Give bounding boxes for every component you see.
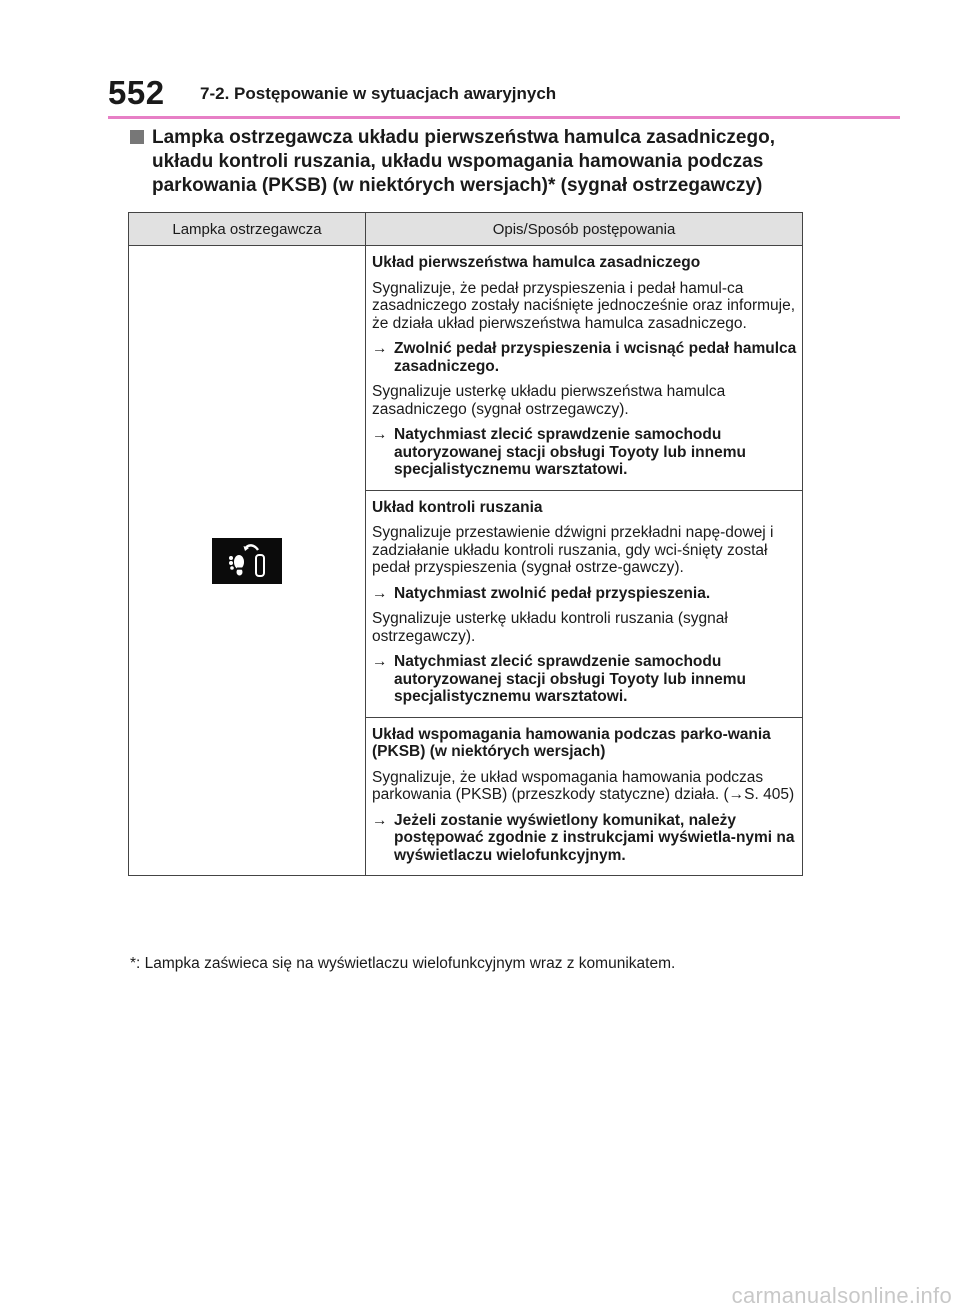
square-bullet-icon (130, 130, 144, 144)
column-header-description: Opis/Sposób postępowania (366, 213, 803, 246)
arrow-icon: → (372, 653, 388, 670)
table-row (129, 246, 803, 491)
description-text: Sygnalizuje przestawienie dźwigni przekładni napę-dowej i zadziałanie układu kontroli ruszania, gdy wci-śnięty został pedał przyspieszenia (sygnał ostrze-gawczy). (372, 524, 774, 576)
description-cell (366, 246, 803, 491)
action-text: Natychmiast zlecić sprawdzenie samochodu autoryzowanej stacji obsługi Toyoty lub innemu specjalistycznemu warsztatowi. (394, 426, 746, 478)
arrow-icon: → (372, 340, 388, 357)
action-text: Zwolnić pedał przyspieszenia i wcisnąć pedał hamulca zasadniczego. (394, 340, 797, 375)
page-header (108, 76, 900, 119)
heading-line: parkowania (PKSB) (w niektórych wersjach)* (sygnał ostrzegawczy) (152, 175, 763, 196)
action-text: Jeżeli zostanie wyświetlony komunikat, należy postępować zgodnie z instrukcjami wyświetla-nymi na wyświetlaczu wielofunkcyjnym. (394, 811, 795, 864)
arrow-icon: → (372, 811, 388, 829)
action-step (372, 426, 798, 479)
description-cell (366, 717, 803, 876)
action-step (372, 585, 798, 603)
warning-light-cell (129, 246, 366, 876)
action-step (372, 812, 798, 865)
table-header-row (129, 213, 803, 246)
heading-line: Lampka ostrzegawcza układu pierwszeństwa hamulca zasadniczego, (152, 127, 775, 148)
section-title: 7-2. Postępowanie w sytuacjach awaryjnych (200, 84, 557, 103)
description-cell (366, 490, 803, 717)
description-text: Sygnalizuje, że pedał przyspieszenia i pedał hamul-ca zasadniczego zostały naciśnięte jednocześnie oraz informuje, że działa układ pierwszeństwa hamulca zasadniczego. (372, 279, 796, 332)
action-step (372, 653, 798, 706)
description-title: Układ wspomagania hamowania podczas parko-wania (PKSB) (w niektórych wersjach) (372, 725, 771, 760)
description-text: Sygnalizuje usterkę układu pierwszeństwa hamulca zasadniczego (sygnał ostrzegawczy). (372, 383, 726, 418)
warning-light-table (128, 212, 803, 876)
action-text: Natychmiast zlecić sprawdzenie samochodu autoryzowanej stacji obsługi Toyoty lub innemu specjalistycznemu warsztatowi. (394, 653, 746, 705)
arrow-icon: → (372, 426, 388, 443)
description-text: Sygnalizuje, że układ wspomagania hamowania podczas parkowania (PKSB) (przeszkody statyczne) działa. (→S. 405) (372, 768, 795, 803)
description-title: Układ pierwszeństwa hamulca zasadniczego (372, 254, 701, 271)
watermark[interactable]: carmanualsonline.info (731, 1283, 952, 1308)
page-number: 552 (108, 74, 165, 111)
pedal-warning-icon (212, 538, 282, 584)
heading-line: układu kontroli ruszania, układu wspomagania hamowania podczas (152, 151, 764, 172)
section-heading (130, 126, 832, 198)
footnote: *: Lampka zaświeca się na wyświetlaczu wielofunkcyjnym wraz z komunikatem. (130, 955, 676, 972)
action-step (372, 340, 798, 375)
description-text: Sygnalizuje usterkę układu kontroli ruszania (sygnał ostrzegawczy). (372, 610, 728, 645)
column-header-warning-light: Lampka ostrzegawcza (129, 213, 366, 246)
action-text: Natychmiast zwolnić pedał przyspieszenia. (394, 584, 711, 602)
description-title: Układ kontroli ruszania (372, 498, 543, 516)
arrow-icon: → (372, 584, 388, 602)
